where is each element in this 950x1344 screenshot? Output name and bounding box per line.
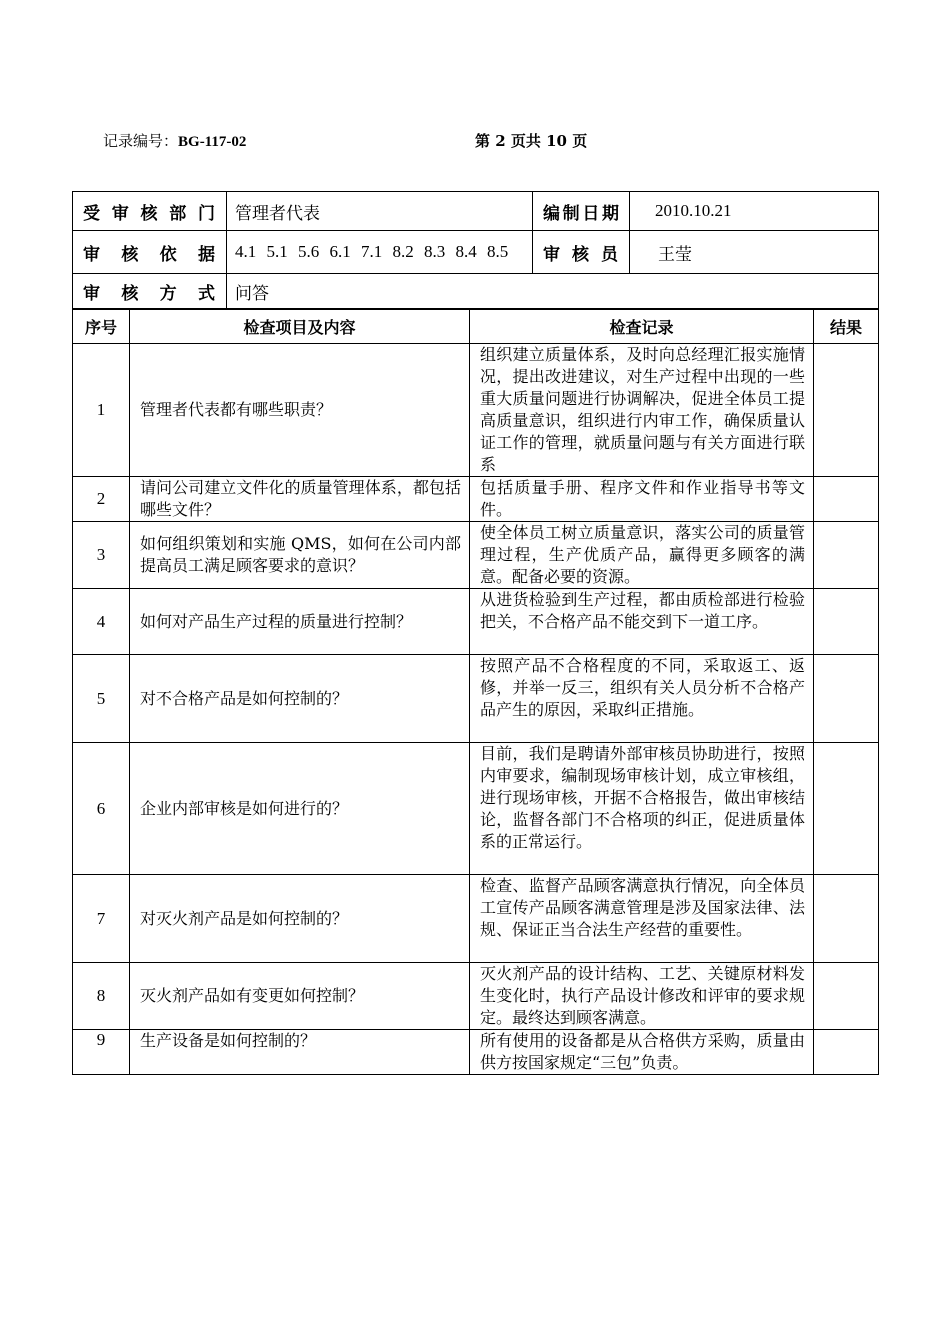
row-no: 2 xyxy=(73,477,130,522)
date-value: 2010.10.21 xyxy=(630,192,879,231)
row-item: 管理者代表都有哪些职责？ xyxy=(130,344,470,477)
dept-value: 管理者代表 xyxy=(227,192,533,231)
row-item: 生产设备是如何控制的？ xyxy=(130,1030,470,1075)
row-no: 6 xyxy=(73,743,130,875)
row-no: 5 xyxy=(73,655,130,743)
info-row-method xyxy=(73,274,879,309)
row-no: 3 xyxy=(73,522,130,589)
record-number-label: 记录编号： xyxy=(103,132,179,150)
row-item: 企业内部审核是如何进行的？ xyxy=(130,743,470,875)
table-row xyxy=(73,477,879,522)
row-result xyxy=(814,1030,879,1075)
checklist-table xyxy=(72,309,879,1075)
basis-value: 4.1 5.1 5.6 6.1 7.1 8.2 8.3 8.4 8.5 xyxy=(227,231,533,274)
date-label: 编制日期 xyxy=(533,192,630,231)
info-row-basis xyxy=(73,231,879,274)
header-no: 序号 xyxy=(73,310,130,344)
row-no: 4 xyxy=(73,589,130,655)
page-info: 第 2 页共 10 页 xyxy=(475,132,588,150)
row-result xyxy=(814,344,879,477)
row-result xyxy=(814,589,879,655)
method-value: 问答 xyxy=(227,274,879,309)
row-result xyxy=(814,875,879,963)
auditor-label: 审 核 员 xyxy=(533,231,630,274)
header-record: 检查记录 xyxy=(470,310,814,344)
row-record: 所有使用的设备都是从合格供方采购，质量由供方按国家规定“三包”负责。 xyxy=(470,1030,814,1075)
row-item: 对灭火剂产品是如何控制的？ xyxy=(130,875,470,963)
dept-label: 受 审 核 部 门 xyxy=(73,192,227,231)
record-number-value: BG-117-02 xyxy=(178,134,247,150)
row-result xyxy=(814,743,879,875)
table-row xyxy=(73,655,879,743)
row-result xyxy=(814,963,879,1030)
table-row xyxy=(73,589,879,655)
checklist-header-row xyxy=(73,310,879,344)
row-record: 目前，我们是聘请外部审核员协助进行，按照内审要求，编制现场审核计划，成立审核组，进行现场审核，开据不合格报告，做出审核结论，监督各部门不合格项的纠正，促进质量体系的正常运行。 xyxy=(470,743,814,875)
row-no: 8 xyxy=(73,963,130,1030)
row-record: 组织建立质量体系，及时向总经理汇报实施情况，提出改进建议，对生产过程中出现的一些重大质量问题进行协调解决，促进全体员工提高质量意识，组织进行内审工作，确保质量认证工作的管理，就质量问题与有关方面进行联系 xyxy=(470,344,814,477)
table-row xyxy=(73,743,879,875)
row-record: 从进货检验到生产过程，都由质检部进行检验把关，不合格产品不能交到下一道工序。 xyxy=(470,589,814,655)
row-no: 7 xyxy=(73,875,130,963)
table-row xyxy=(73,1030,879,1075)
row-item: 对不合格产品是如何控制的？ xyxy=(130,655,470,743)
row-result xyxy=(814,477,879,522)
row-item: 灭火剂产品如有变更如何控制？ xyxy=(130,963,470,1030)
table-row xyxy=(73,875,879,963)
row-record: 灭火剂产品的设计结构、工艺、关键原材料发生变化时，执行产品设计修改和评审的要求规定。最终达到顾客满意。 xyxy=(470,963,814,1030)
record-number xyxy=(103,130,246,151)
row-record: 使全体员工树立质量意识，落实公司的质量管理过程，生产优质产品，赢得更多顾客的满意。配备必要的资源。 xyxy=(470,522,814,589)
table-row xyxy=(73,963,879,1030)
row-item: 请问公司建立文件化的质量管理体系，都包括哪些文件？ xyxy=(130,477,470,522)
basis-label: 审 核 依 据 xyxy=(73,231,227,274)
row-result xyxy=(814,522,879,589)
row-record: 包括质量手册、程序文件和作业指导书等文件。 xyxy=(470,477,814,522)
row-item: 如何对产品生产过程的质量进行控制？ xyxy=(130,589,470,655)
audit-info-table xyxy=(72,191,879,309)
table-row xyxy=(73,522,879,589)
row-result xyxy=(814,655,879,743)
header-result: 结果 xyxy=(814,310,879,344)
table-row xyxy=(73,344,879,477)
row-no: 1 xyxy=(73,344,130,477)
row-record: 按照产品不合格程度的不同，采取返工、返修，并举一反三，组织有关人员分析不合格产品产生的原因，采取纠正措施。 xyxy=(470,655,814,743)
info-row-dept xyxy=(73,192,879,231)
auditor-value: 王莹 xyxy=(630,231,879,274)
row-no: 9 xyxy=(73,1030,130,1075)
header-item: 检查项目及内容 xyxy=(130,310,470,344)
method-label: 审 核 方 式 xyxy=(73,274,227,309)
row-record: 检查、监督产品顾客满意执行情况，向全体员工宣传产品顾客满意管理是涉及国家法律、法规、保证正当合法生产经营的重要性。 xyxy=(470,875,814,963)
row-item: 如何组织策划和实施 QMS，如何在公司内部提高员工满足顾客要求的意识？ xyxy=(130,522,470,589)
